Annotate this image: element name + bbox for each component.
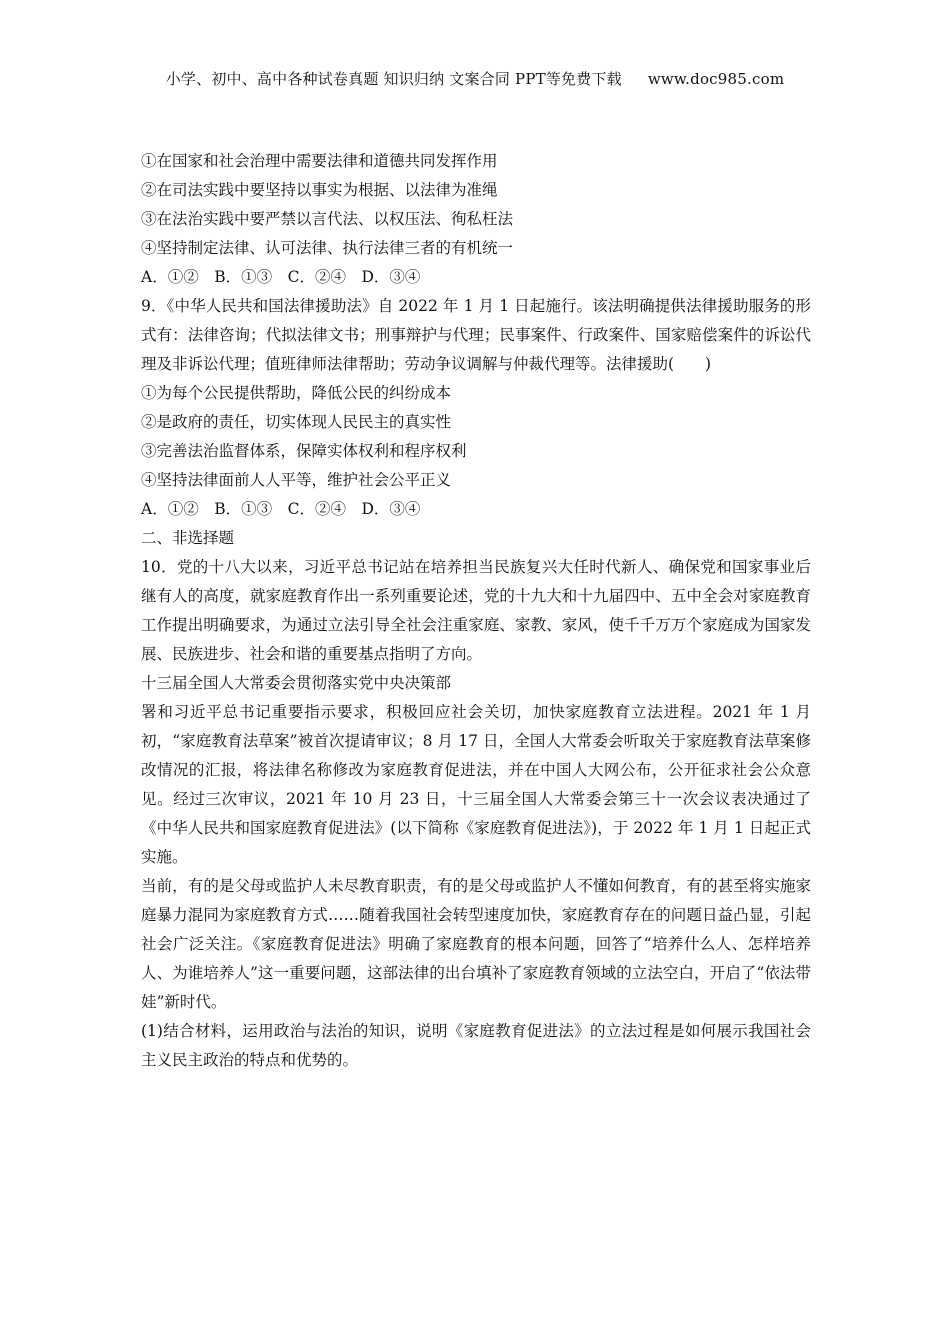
q10-paragraph-2: 署和习近平总书记重要指示要求，积极回应社会关切，加快家庭教育立法进程。2021 年 1 月初，“家庭教育法草案”被首次提请审议；8 月 17 日，全国人大常委会听取关于家庭教育法草案修改情况的汇报，将法律名称修改为家庭教育促进法，并在中国人大网公布，公开征求社会公众意见。经过三次审议，2021 年 10 月 23 日，十三届全国人大常委会第三十一次会议表决通过了《中华人民共和国家庭教育促进法》(以下简称《家庭教育促进法》)，于 2022 年 1 月 1 日起正式实施。 (141, 703, 811, 866)
header-site: www.doc985.com (647, 70, 785, 88)
q10-paragraph-1: 10．党的十八大以来，习近平总书记站在培养担当民族复兴大任时代新人、确保党和国家事业后继有人的高度，就家庭教育作出一系列重要论述，党的十九大和十九届四中、五中全会对家庭教育工作提出明确要求，为通过立法引导全社会注重家庭、家教、家风，使千千万万个家庭成为国家发展、民族进步、社会和谐的重要基点指明了方向。 (141, 558, 811, 663)
q9-options: A．①② B．①③ C．②④ D．③④ (141, 500, 421, 518)
q10-subquestion-1: (1)结合材料，运用政治与法治的知识，说明《家庭教育促进法》的立法过程是如何展示我国社会主义民主政治的特点和优势的。 (141, 1022, 811, 1069)
q9-stem: 9．《中华人民共和国法律援助法》自 2022 年 1 月 1 日起施行。该法明确提供法律援助服务的形式有：法律咨询；代拟法律文书；刑事辩护与代理；民事案件、行政案件、国家赔偿案件的诉讼代理及非诉讼代理；值班律师法律帮助；劳动争议调解与仲裁代理等。法律援助( ) (141, 297, 811, 373)
section-title: 二、非选择题 (141, 529, 235, 547)
header-title: 小学、初中、高中各种试卷真题 知识归纳 文案合同 PPT等免费下载 (165, 70, 622, 88)
q9-item-1: ①为每个公民提供帮助，降低公民的纠纷成本 (141, 384, 452, 402)
q8-options: A．①② B．①③ C．②④ D．③④ (141, 268, 421, 286)
q8-item-3: ③在法治实践中要严禁以言代法、以权压法、徇私枉法 (141, 210, 514, 228)
page-header (0, 68, 950, 89)
document-body (141, 147, 811, 1075)
q9-item-2: ②是政府的责任，切实体现人民民主的真实性 (141, 413, 452, 431)
q8-item-2: ②在司法实践中要坚持以事实为根据、以法律为准绳 (141, 181, 498, 199)
q9-item-3: ③完善法治监督体系，保障实体权利和程序权利 (141, 442, 467, 460)
q10-paragraph-3: 当前，有的是父母或监护人未尽教育职责，有的是父母或监护人不懂如何教育，有的甚至将实施家庭暴力混同为家庭教育方式……随着我国社会转型速度加快，家庭教育存在的问题日益凸显，引起社会广泛关注。《家庭教育促进法》明确了家庭教育的根本问题，回答了“培养什么人、怎样培养人、为谁培养人”这一重要问题，这部法律的出台填补了家庭教育领域的立法空白，开启了“依法带娃”新时代。 (141, 877, 811, 1011)
q10-paragraph-2-first-line: 十三届全国人大常委会贯彻落实党中央决策部 (141, 674, 452, 692)
q8-item-4: ④坚持制定法律、认可法律、执行法律三者的有机统一 (141, 239, 514, 257)
q9-item-4: ④坚持法律面前人人平等，维护社会公平正义 (141, 471, 452, 489)
q8-item-1: ①在国家和社会治理中需要法律和道德共同发挥作用 (141, 152, 498, 170)
